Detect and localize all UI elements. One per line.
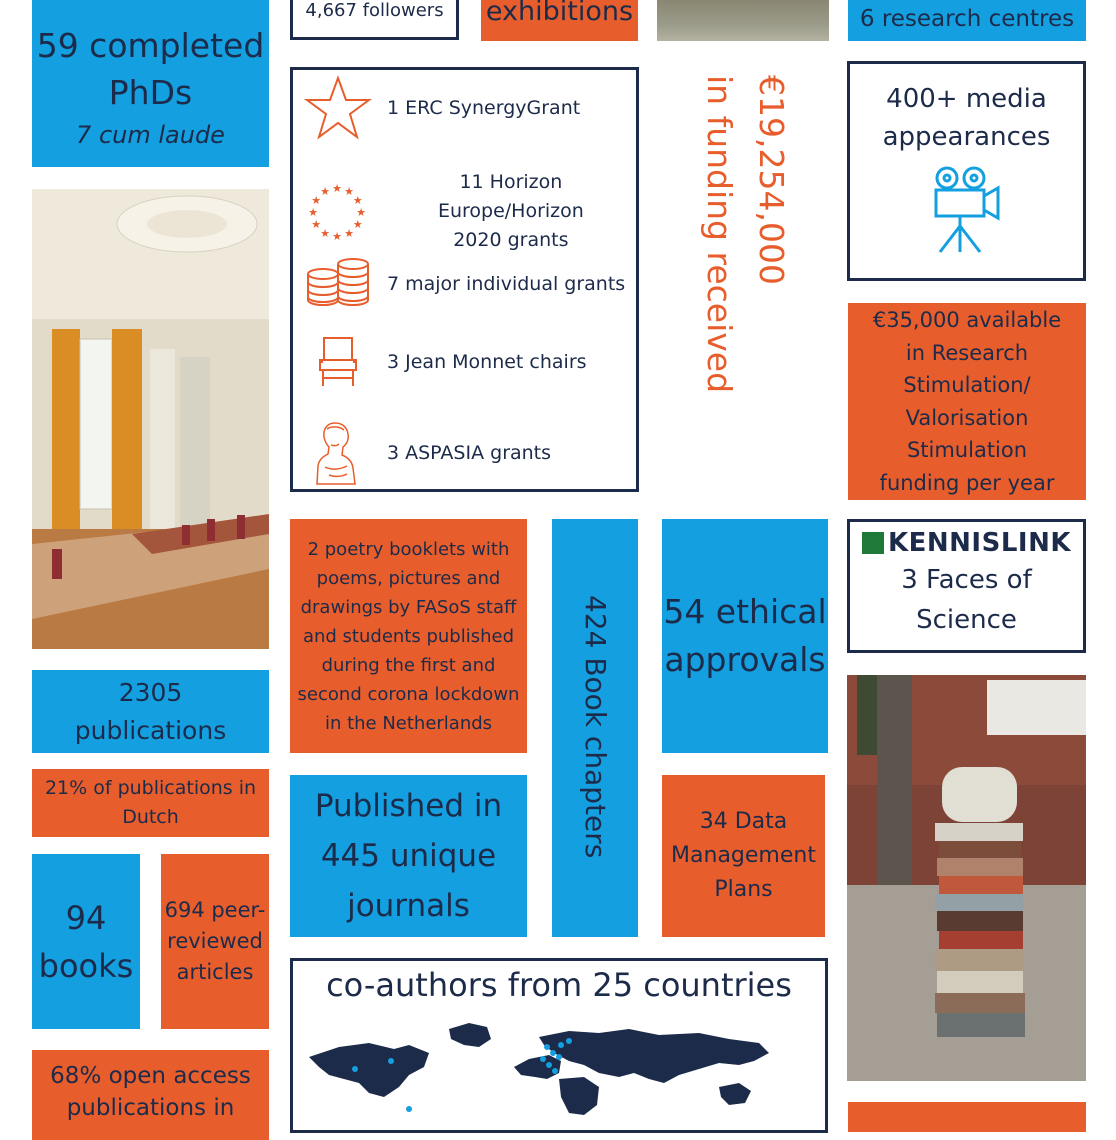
kennislink-logo bbox=[862, 528, 1071, 558]
followers-text: 4,667 followers bbox=[305, 0, 444, 21]
bottom-right-tile bbox=[848, 1102, 1086, 1132]
coauthors-title: co-authors from 25 countries bbox=[326, 966, 792, 1004]
kennislink-logo-text: KENNISLINK bbox=[888, 528, 1071, 558]
phds-count: 59 completed bbox=[36, 25, 265, 65]
meeting-room-photo bbox=[32, 189, 269, 649]
coins-icon bbox=[303, 254, 373, 314]
stimulation-line: Stimulation/ bbox=[903, 373, 1031, 397]
media-line2: appearances bbox=[882, 122, 1051, 152]
poetry-line: in the Netherlands bbox=[324, 712, 493, 734]
coauthors-tile bbox=[290, 958, 828, 1133]
books-tile bbox=[32, 854, 140, 1029]
publications-tile bbox=[32, 670, 269, 753]
world-map bbox=[299, 1017, 819, 1121]
data-plans-line1: 34 Data bbox=[699, 809, 788, 834]
journals-line2: 445 unique bbox=[320, 838, 497, 874]
book-chapters-text: 424 Book chapters bbox=[579, 595, 612, 859]
poetry-line: drawings by FASoS staff bbox=[300, 596, 517, 618]
grant-text-monnet: 3 Jean Monnet chairs bbox=[387, 350, 587, 373]
kennislink-line2: Science bbox=[916, 605, 1017, 635]
stimulation-line: €35,000 available bbox=[872, 308, 1062, 332]
eu-star-glyph: ★ bbox=[353, 193, 364, 207]
funding-amount: €19,254,000 bbox=[752, 75, 791, 285]
poetry-line: second corona lockdown bbox=[297, 683, 520, 705]
exhibitions-tile bbox=[481, 0, 638, 41]
media-tile bbox=[847, 61, 1086, 281]
eu-star-glyph: ★ bbox=[320, 184, 331, 198]
poetry-tile bbox=[290, 519, 527, 753]
research-centres-text: 6 research centres bbox=[859, 6, 1075, 32]
dutch-line1: 21% of publications in bbox=[44, 777, 257, 799]
eu-star-glyph: ★ bbox=[353, 217, 364, 231]
funding-tile bbox=[660, 75, 830, 495]
open-access-line1: 68% open access bbox=[50, 1063, 251, 1089]
poetry-line: 2 poetry booklets with bbox=[307, 538, 510, 560]
open-access-line2: publications in bbox=[66, 1095, 235, 1121]
grant-text-horizon-line2: 2020 grants bbox=[453, 229, 569, 251]
followers-tile bbox=[290, 0, 459, 40]
eu-star-glyph: ★ bbox=[356, 205, 367, 219]
dutch-line2: Dutch bbox=[122, 806, 179, 828]
phds-tile bbox=[32, 0, 269, 167]
articles-line2: reviewed bbox=[167, 929, 263, 953]
grant-text-aspasia: 3 ASPASIA grants bbox=[387, 441, 552, 464]
eu-star-glyph: ★ bbox=[320, 226, 331, 240]
journals-line3: journals bbox=[347, 888, 470, 924]
grant-row-horizon bbox=[303, 168, 636, 255]
star-icon bbox=[303, 78, 373, 138]
funding-label: in funding received bbox=[700, 75, 739, 394]
grant-text-individual: 7 major individual grants bbox=[387, 272, 626, 295]
data-plans-line3: Plans bbox=[714, 877, 773, 902]
eu-star-glyph: ★ bbox=[332, 229, 343, 243]
grant-text-horizon-line1: 11 Horizon Europe/Horizon bbox=[437, 171, 584, 222]
kennislink-line1: 3 Faces of bbox=[901, 565, 1032, 595]
eu-star-glyph: ★ bbox=[344, 226, 355, 240]
ethical-line1: 54 ethical bbox=[663, 592, 827, 631]
articles-line1: 694 peer- bbox=[164, 898, 266, 922]
grant-row-monnet bbox=[303, 332, 587, 392]
articles-tile bbox=[161, 854, 269, 1029]
grant-text-erc: 1 ERC SynergyGrant bbox=[387, 96, 581, 119]
eu-star-glyph: ★ bbox=[332, 181, 343, 195]
data-plans-line2: Management bbox=[671, 843, 816, 868]
kennislink-tile bbox=[847, 519, 1086, 653]
dutch-tile bbox=[32, 769, 269, 837]
articles-line3: articles bbox=[176, 960, 254, 984]
poetry-line: during the first and bbox=[321, 654, 496, 676]
stimulation-line: in Research bbox=[905, 340, 1029, 365]
books-line1: 94 bbox=[65, 898, 107, 937]
poetry-line: poems, pictures and bbox=[316, 567, 501, 589]
eu-star-glyph: ★ bbox=[311, 217, 322, 231]
publications-line2: publications bbox=[74, 715, 227, 745]
book-chapters-tile bbox=[552, 519, 638, 937]
grants-panel bbox=[290, 67, 639, 492]
exhibitions-text: exhibitions bbox=[485, 0, 634, 27]
nemo-icon bbox=[862, 532, 884, 554]
open-access-tile bbox=[32, 1050, 269, 1140]
stimulation-tile bbox=[848, 303, 1086, 500]
grant-text-horizon bbox=[386, 168, 636, 255]
journals-tile bbox=[290, 775, 527, 937]
bust-icon bbox=[303, 416, 373, 490]
phds-cum-laude: 7 cum laude bbox=[76, 120, 225, 149]
ethical-line2: approvals bbox=[664, 640, 826, 679]
publications-line1: 2305 bbox=[118, 677, 183, 707]
journals-line1: Published in bbox=[314, 788, 503, 824]
books-line2: books bbox=[38, 946, 134, 985]
film-camera-icon bbox=[930, 164, 1004, 260]
media-line1: 400+ media bbox=[886, 84, 1047, 114]
ethical-tile bbox=[662, 519, 828, 753]
grant-row-individual bbox=[303, 254, 625, 314]
stimulation-line: funding per year bbox=[879, 470, 1055, 495]
phds-label: PhDs bbox=[108, 72, 193, 112]
grant-row-aspasia bbox=[303, 416, 551, 490]
eu-star-glyph: ★ bbox=[344, 184, 355, 198]
stimulation-line: Valorisation bbox=[905, 405, 1029, 430]
chair-icon bbox=[303, 332, 373, 392]
book-sculpture-photo bbox=[847, 675, 1086, 1081]
eu-stars-icon bbox=[303, 182, 372, 242]
courtyard-photo-top bbox=[657, 0, 829, 41]
poetry-line: and students published bbox=[302, 625, 515, 647]
stimulation-line: Stimulation bbox=[906, 438, 1028, 462]
eu-star-glyph: ★ bbox=[308, 205, 319, 219]
eu-star-glyph: ★ bbox=[311, 193, 322, 207]
research-centres-tile bbox=[848, 0, 1086, 41]
data-plans-tile bbox=[662, 775, 825, 937]
grant-row-erc bbox=[303, 78, 580, 138]
